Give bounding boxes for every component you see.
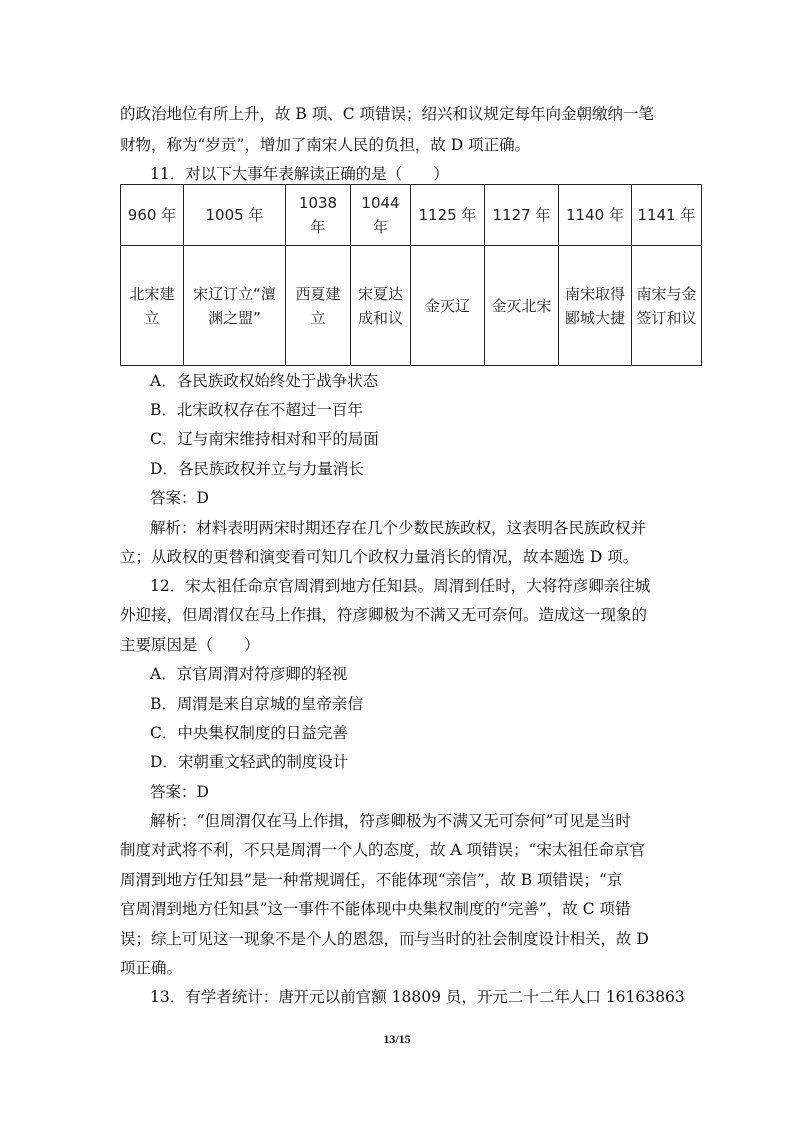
table-cell-event: 北宋建立 xyxy=(121,246,184,366)
continuation-line-2: 财物，称为“岁贡”，增加了南宋人民的负担，故 D 项正确。 xyxy=(120,136,531,154)
question-12-stem-line: 主要原因是（ ） xyxy=(120,636,260,654)
q12-option-d: D．宋朝重文轻武的制度设计 xyxy=(150,753,349,771)
table-cell-year: 1141 年 xyxy=(632,185,702,246)
chronology-table xyxy=(120,184,702,366)
q12-option-b: B．周渭是来自京城的皇帝亲信 xyxy=(150,695,363,713)
table-cell-year: 1127 年 xyxy=(485,185,559,246)
q11-answer: 答案：D xyxy=(150,489,209,507)
question-12-stem-line: 外迎接，但周渭仅在马上作揖，符彦卿极为不满又无可奈何。造成这一现象的 xyxy=(120,606,648,624)
table-cell-event: 金灭北宋 xyxy=(485,246,559,366)
table-cell-event: 南宋与金签订和议 xyxy=(632,246,702,366)
continuation-line-1: 的政治地位有所上升，故 B 项、C 项错误；绍兴和议规定每年向金朝缴纳一笔 xyxy=(120,105,655,123)
q12-option-c: C．中央集权制度的日益完善 xyxy=(150,724,348,742)
table-cell-event: 西夏建立 xyxy=(286,246,351,366)
table-cell-event: 宋夏达成和议 xyxy=(351,246,411,366)
page-number: 13/15 xyxy=(383,1032,411,1046)
table-cell-event: 南宋取得郾城大捷 xyxy=(559,246,632,366)
q12-analysis-line: 解析：“但周渭仅在马上作揖，符彦卿极为不满又无可奈何”可见是当时 xyxy=(150,812,631,830)
q11-option-d: D．各民族政权并立与力量消长 xyxy=(150,460,364,478)
question-12-stem-line: 12．宋太祖任命京官周渭到地方任知县。周渭到任时，大将符彦卿亲往城 xyxy=(150,577,651,595)
table-cell-year: 1038 年 xyxy=(286,185,351,246)
table-cell-year: 1005 年 xyxy=(184,185,286,246)
q11-analysis-line: 解析：材料表明两宋时期还存在几个少数民族政权，这表明各民族政权并 xyxy=(150,519,647,537)
q12-analysis-line: 误；综上可见这一现象不是个人的恩怨，而与当时的社会制度设计相关，故 D xyxy=(120,930,649,948)
q12-analysis-line: 项正确。 xyxy=(120,959,183,977)
q12-option-a: A．京官周渭对符彦卿的轻视 xyxy=(150,665,348,683)
table-cell-year: 1125 年 xyxy=(411,185,485,246)
q11-option-c: C．辽与南宋维持相对和平的局面 xyxy=(150,430,379,448)
q12-analysis-line: 制度对武将不利，不只是周渭一个人的态度，故 A 项错误；“宋太祖任命京官 xyxy=(120,841,645,859)
question-13-stem: 13．有学者统计：唐开元以前官额 18809 员，开元二十二年人口 16163863 xyxy=(150,988,685,1006)
table-cell-year: 1044 年 xyxy=(351,185,411,246)
table-cell-event: 金灭辽 xyxy=(411,246,485,366)
table-row-years xyxy=(121,185,702,246)
table-row-events xyxy=(121,246,702,366)
table-cell-year: 1140 年 xyxy=(559,185,632,246)
table-cell-year: 960 年 xyxy=(121,185,184,246)
table-cell-event: 宋辽订立“澶渊之盟” xyxy=(184,246,286,366)
q11-option-a: A．各民族政权始终处于战争状态 xyxy=(150,372,379,390)
q11-analysis-line: 立；从政权的更替和演变看可知几个政权力量消长的情况，故本题选 D 项。 xyxy=(120,548,639,566)
q12-analysis-line: 官周渭到地方任知县”这一事件不能体现中央集权制度的“完善”，故 C 项错 xyxy=(120,900,631,918)
question-11-stem: 11．对以下大事年表解读正确的是（ ） xyxy=(150,165,449,183)
q12-analysis-line: 周渭到地方任知县”是一种常规调任，不能体现“亲信”，故 B 项错误；“京 xyxy=(120,871,623,889)
q12-answer: 答案：D xyxy=(150,783,209,801)
q11-option-b: B．北宋政权存在不超过一百年 xyxy=(150,401,363,419)
